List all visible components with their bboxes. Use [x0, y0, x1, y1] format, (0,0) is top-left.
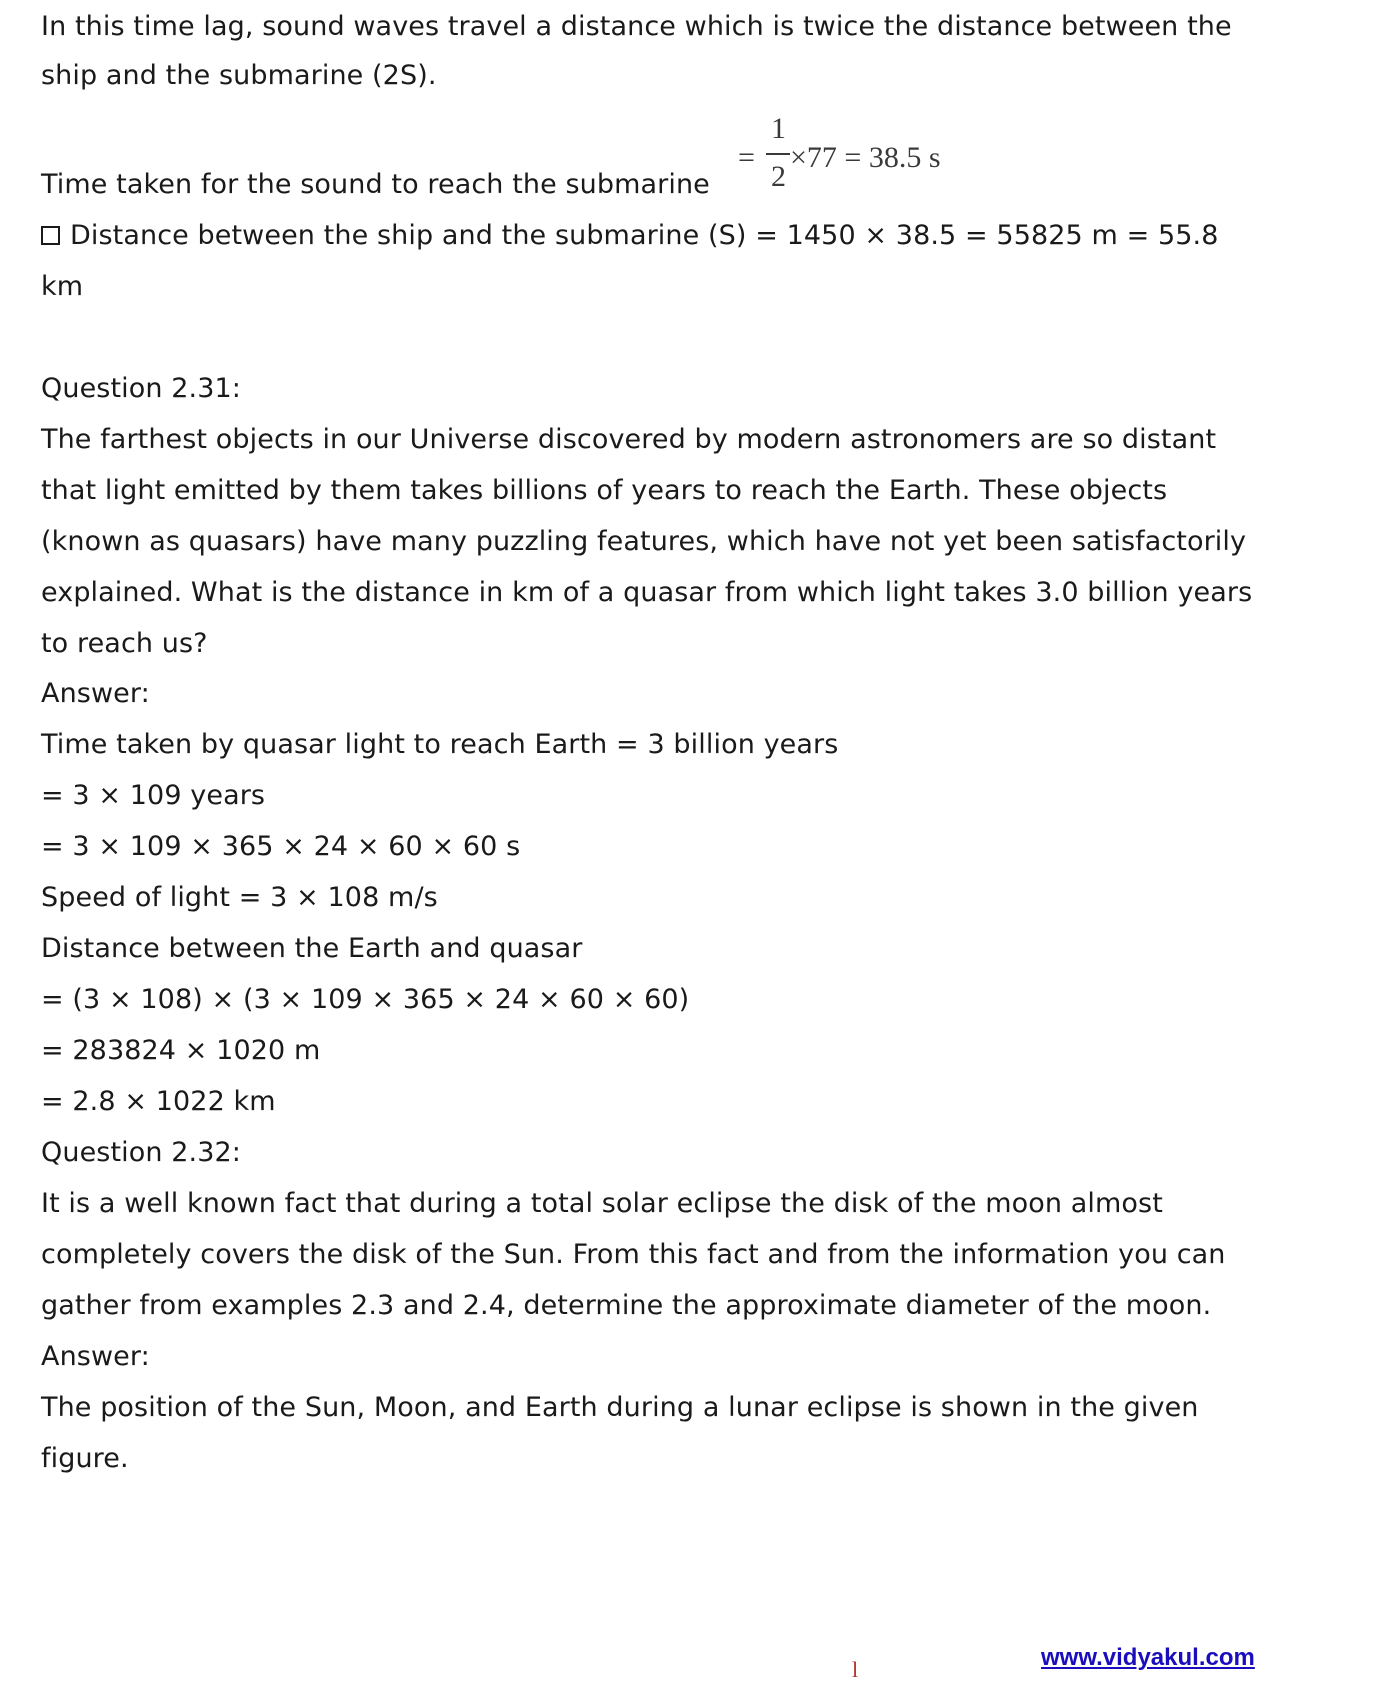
question-heading: Question 2.31:: [41, 373, 241, 404]
text-line: Distance between the Earth and quasar: [41, 933, 583, 964]
formula-denominator: 2: [771, 160, 786, 193]
answer-heading: Answer:: [41, 678, 150, 709]
formula-equals: =: [738, 141, 755, 174]
text-line: Time taken for the sound to reach the submarine: [41, 169, 710, 200]
text-line: = 283824 × 1020 m: [41, 1035, 321, 1066]
formula-rest: ×77 = 38.5 s: [790, 141, 941, 174]
text-line: Time taken by quasar light to reach Earth = 3 billion years: [41, 729, 839, 760]
text-line: Speed of light = 3 × 108 m/s: [41, 882, 438, 913]
text-line: Distance between the ship and the submarine (S) = 1450 × 38.5 = 55825 m = 55.8: [70, 220, 1219, 251]
text-line: gather from examples 2.3 and 2.4, determine the approximate diameter of the moon.: [41, 1290, 1212, 1321]
text-line: = (3 × 108) × (3 × 109 × 365 × 24 × 60 × 60): [41, 984, 690, 1015]
question-heading: Question 2.32:: [41, 1137, 241, 1168]
text-line-with-checkbox: [41, 219, 1219, 253]
formula-numerator: 1: [771, 112, 786, 145]
text-line: The farthest objects in our Universe discovered by modern astronomers are so distant: [41, 424, 1217, 455]
checkbox-glyph: [41, 226, 60, 245]
text-line: to reach us?: [41, 628, 208, 659]
text-line: (known as quasars) have many puzzling features, which have not yet been satisfactorily: [41, 526, 1247, 557]
answer-heading: Answer:: [41, 1341, 150, 1372]
text-line: ship and the submarine (2S).: [41, 60, 437, 91]
text-line: = 3 × 109 years: [41, 780, 266, 811]
text-line: km: [41, 271, 84, 302]
text-line: figure.: [41, 1443, 129, 1474]
time-formula: [738, 110, 968, 200]
text-line: It is a well known fact that during a total solar eclipse the disk of the moon almost: [41, 1188, 1163, 1219]
text-line: completely covers the disk of the Sun. From this fact and from the information you can: [41, 1239, 1226, 1270]
text-line: that light emitted by them takes billions of years to reach the Earth. These objects: [41, 475, 1168, 506]
text-line: explained. What is the distance in km of a quasar from which light takes 3.0 billion years: [41, 577, 1253, 608]
text-line: = 3 × 109 × 365 × 24 × 60 × 60 s: [41, 831, 521, 862]
footer-website-link[interactable]: www.vidyakul.com: [1041, 1644, 1255, 1671]
text-line: In this time lag, sound waves travel a distance which is twice the distance between the: [41, 11, 1232, 42]
fraction-bar: [766, 153, 790, 155]
text-line: The position of the Sun, Moon, and Earth during a lunar eclipse is shown in the given: [41, 1392, 1199, 1423]
stray-mark: l: [852, 1657, 859, 1682]
text-line: = 2.8 × 1022 km: [41, 1086, 276, 1117]
